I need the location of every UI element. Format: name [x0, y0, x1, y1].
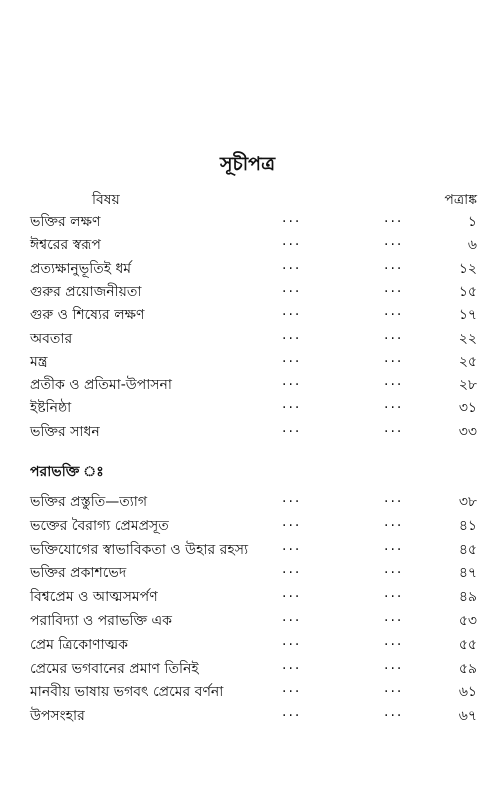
toc-entry — [0, 280, 495, 304]
toc-entry-page-number: ৪৭ — [458, 565, 477, 582]
toc-leader-dots: ... — [282, 210, 302, 226]
toc-leader-dots: ... — [384, 256, 404, 273]
toc-entry-label: অবতার — [30, 330, 73, 347]
toc-entry-page-number: ৩১ — [458, 400, 477, 417]
toc-entry-label: ঈশ্বরের স্বরূপ — [30, 237, 101, 254]
toc-entry — [0, 350, 495, 374]
section-heading: পরাভক্তি ঃ — [30, 464, 104, 480]
toc-entry — [0, 233, 495, 257]
toc-leader-dots: ... — [282, 704, 302, 721]
toc-entry — [0, 657, 495, 681]
toc-leader-dots: ... — [384, 303, 404, 320]
toc-entry-page-number: ৪১ — [458, 517, 477, 534]
toc-leader-dots: ... — [384, 279, 404, 296]
toc-entry — [0, 396, 495, 420]
toc-entry — [0, 609, 495, 633]
toc-leader-dots: ... — [282, 303, 302, 320]
toc-leader-dots: ... — [384, 396, 404, 413]
toc-entry-page-number: ৪৫ — [458, 541, 477, 558]
toc-leader-dots: ... — [384, 349, 404, 366]
toc-entry-label: ইষ্টনিষ্ঠা — [30, 400, 72, 417]
toc-entry-page-number: ২২ — [458, 330, 477, 347]
toc-entry — [0, 490, 495, 514]
toc-entry — [0, 514, 495, 538]
toc-entry-label: প্রেম ত্রিকোণাত্মক — [30, 636, 128, 653]
toc-leader-dots: ... — [384, 419, 404, 436]
toc-leader-dots: ... — [384, 373, 404, 390]
toc-leader-dots: ... — [384, 680, 404, 697]
toc-leader-dots: ... — [384, 585, 404, 602]
toc-entry-label: গুরুর প্রয়োজনীয়তা — [30, 283, 142, 300]
toc-leader-dots: ... — [384, 656, 404, 673]
page-title: সূচীপত্র — [219, 153, 276, 175]
toc-entry-page-number: ১২ — [458, 260, 477, 277]
toc-entry-page-number: ৪৯ — [458, 589, 477, 606]
toc-entry-page-number: ৫৯ — [458, 660, 477, 677]
toc-entry-label: ভক্তির প্রস্তুতি—ত্যাগ — [30, 494, 148, 510]
toc-entry-label: গুরু ও শিষ্যের লক্ষণ — [30, 307, 145, 324]
toc-entry-label: মন্ত্র — [30, 353, 48, 370]
toc-leader-dots: ... — [282, 349, 302, 366]
toc-leader-dots: ... — [282, 585, 302, 602]
toc-entry — [0, 704, 495, 728]
toc-entry-page-number: ৫৩ — [458, 613, 477, 629]
toc-entry — [0, 680, 495, 704]
toc-leader-dots: ... — [282, 373, 302, 390]
toc-entry-page-number: ৩৮ — [458, 494, 477, 510]
toc-entry-page-number: ৩৩ — [458, 423, 477, 440]
toc-entry-page-number: ২৮ — [458, 377, 477, 394]
toc-entry-page-number: ৬১ — [458, 684, 477, 701]
toc-leader-dots: ... — [384, 632, 404, 649]
toc-leader-dots: ... — [282, 513, 302, 530]
toc-entry — [0, 561, 495, 585]
toc-leader-dots: ... — [282, 256, 302, 273]
toc-leader-dots: ... — [384, 609, 404, 625]
toc-entry-label: ভক্তির সাধন — [30, 423, 100, 440]
toc-entry — [0, 257, 495, 281]
toc-leader-dots: ... — [282, 537, 302, 554]
toc-entry — [0, 585, 495, 609]
toc-leader-dots: ... — [282, 279, 302, 296]
toc-entry-label: বিশ্বপ্রেম ও আত্মসমর্পণ — [30, 589, 158, 606]
column-header-page: পত্রাঙ্ক — [444, 192, 477, 208]
toc-entry-label: উপসংহার — [30, 708, 85, 725]
toc-leader-dots: ... — [384, 704, 404, 721]
toc-entry — [0, 303, 495, 327]
toc-leader-dots: ... — [384, 537, 404, 554]
toc-leader-dots: ... — [282, 656, 302, 673]
toc-entry-page-number: ৬৭ — [458, 708, 477, 725]
toc-entry-label: প্রত্যক্ষানুভূতিই ধর্ম — [30, 260, 132, 277]
toc-leader-dots: ... — [282, 561, 302, 578]
toc-entry — [0, 420, 495, 444]
toc-leader-dots: ... — [282, 609, 302, 625]
toc-entry — [0, 210, 495, 234]
toc-entry-page-number: ১৭ — [458, 307, 477, 324]
toc-entry-label: ভক্তির প্রকাশভেদ — [30, 565, 127, 582]
toc-leader-dots: ... — [282, 396, 302, 413]
toc-leader-dots: ... — [384, 326, 404, 343]
toc-leader-dots: ... — [282, 233, 302, 250]
toc-entry-label: মানবীয় ভাষায় ভগবৎ প্রেমের বর্ণনা — [30, 684, 224, 701]
toc-leader-dots: ... — [282, 326, 302, 343]
toc-entry-page-number: ৬ — [467, 237, 477, 254]
column-header-subject: বিষয় — [92, 192, 120, 208]
toc-entry-label: প্রেমের ভগবানের প্রমাণ তিনিই — [30, 660, 199, 677]
toc-entry-label: পরাবিদ্যা ও পরাভক্তি এক — [30, 613, 172, 629]
toc-leader-dots: ... — [384, 513, 404, 530]
toc-entry-page-number: ১ — [467, 214, 477, 230]
toc-entry — [0, 633, 495, 657]
toc-entry-page-number: ২৫ — [458, 353, 477, 370]
toc-leader-dots: ... — [282, 490, 302, 506]
toc-leader-dots: ... — [282, 632, 302, 649]
toc-entry-label: ভক্তির লক্ষণ — [30, 214, 101, 230]
toc-leader-dots: ... — [384, 490, 404, 506]
toc-entry-label: ভক্তের বৈরাগ্য প্রেমপ্রসূত — [30, 517, 169, 534]
toc-leader-dots: ... — [384, 561, 404, 578]
toc-leader-dots: ... — [384, 233, 404, 250]
toc-entry-label: প্রতীক ও প্রতিমা-উপাসনা — [30, 377, 172, 394]
toc-entry-label: ভক্তিযোগের স্বাভাবিকতা ও উহার রহস্য — [30, 541, 249, 558]
toc-entry-page-number: ৫৫ — [458, 636, 477, 653]
toc-entry — [0, 373, 495, 397]
toc-leader-dots: ... — [282, 419, 302, 436]
toc-entry — [0, 538, 495, 562]
toc-leader-dots: ... — [384, 210, 404, 226]
toc-entry — [0, 327, 495, 351]
toc-entry-page-number: ১৫ — [458, 283, 477, 300]
toc-leader-dots: ... — [282, 680, 302, 697]
